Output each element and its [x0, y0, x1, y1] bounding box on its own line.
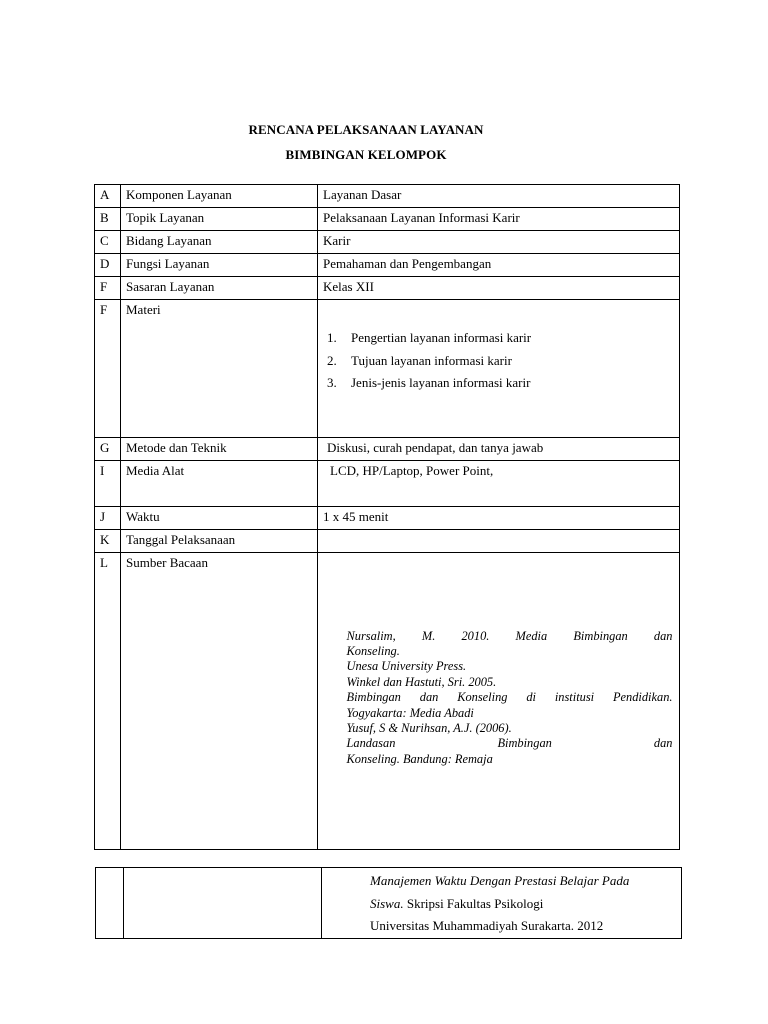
- empty-cell: [96, 868, 124, 939]
- table-row: [95, 461, 680, 507]
- row-label: Topik Layanan: [121, 208, 318, 231]
- list-text: Tujuan layanan informasi karir: [351, 352, 512, 368]
- reference-line: Bimbingan dan Konseling di institusi Pendidikan.: [346, 690, 673, 705]
- references-block: [347, 629, 673, 768]
- row-value: 1 x 45 menit: [318, 507, 680, 530]
- row-label: Waktu: [121, 507, 318, 530]
- row-label: Komponen Layanan: [121, 185, 318, 208]
- list-number: 2.: [327, 352, 337, 368]
- row-value: Pemahaman dan Pengembangan: [318, 254, 680, 277]
- row-value: Kelas XII: [318, 277, 680, 300]
- list-item: [323, 350, 674, 373]
- row-value: Diskusi, curah pendapat, dan tanya jawab: [318, 438, 680, 461]
- row-value: Pelaksanaan Layanan Informasi Karir: [318, 208, 680, 231]
- table-row: [95, 208, 680, 231]
- reference-line: Nursalim, M. 2010. Media Bimbingan dan: [346, 628, 673, 643]
- reference-line: Yogyakarta: Media Abadi: [346, 705, 474, 720]
- reference-line: Konseling. Bandung: Remaja: [346, 751, 493, 766]
- reference-line: Yusuf, S & Nurihsan, A.J. (2006).: [346, 720, 512, 735]
- table-row: [96, 868, 682, 939]
- table-row: [95, 254, 680, 277]
- table-row: [95, 277, 680, 300]
- list-item: [323, 327, 674, 350]
- table-row-sumber: [95, 553, 680, 850]
- row-code: F: [95, 300, 121, 438]
- table-row: [95, 507, 680, 530]
- continuation-cell: [322, 868, 682, 939]
- row-label: Tanggal Pelaksanaan: [121, 530, 318, 553]
- reference-line: Landasan Bimbingan dan: [346, 736, 673, 751]
- row-value: Karir: [318, 231, 680, 254]
- document-title-line1: RENCANA PELAKSANAAN LAYANAN: [248, 122, 484, 137]
- row-value: LCD, HP/Laptop, Power Point,: [318, 461, 680, 507]
- continuation-line: Manajemen Waktu Dengan Prestasi Belajar Pada: [370, 873, 630, 888]
- list-item: [323, 372, 674, 395]
- reference-line: Winkel dan Hastuti, Sri. 2005.: [346, 674, 497, 689]
- row-label: Metode dan Teknik: [121, 438, 318, 461]
- row-code: B: [95, 208, 121, 231]
- materi-list: [323, 327, 674, 395]
- materi-cell: [318, 300, 680, 438]
- table-row: [95, 185, 680, 208]
- reference-line: Unesa University Press.: [346, 659, 467, 674]
- table-row-materi: [95, 300, 680, 438]
- continuation-table: [95, 867, 682, 939]
- list-text: Jenis-jenis layanan informasi karir: [351, 375, 531, 390]
- table-row: [95, 231, 680, 254]
- reference-line: Konseling.: [346, 643, 400, 658]
- references-cell: [318, 553, 680, 850]
- row-code: D: [95, 254, 121, 277]
- continuation-line: Universitas Muhammadiyah Surakarta. 2012: [370, 918, 604, 933]
- list-number: 3.: [327, 375, 337, 390]
- plan-table: [94, 184, 680, 850]
- continuation-line: Siswa. Skripsi Fakultas Psikologi: [370, 895, 544, 911]
- row-label: Bidang Layanan: [121, 231, 318, 254]
- row-label: Media Alat: [121, 461, 318, 507]
- row-label: Sumber Bacaan: [121, 553, 318, 850]
- document-title-line2: BIMBINGAN KELOMPOK: [285, 147, 447, 162]
- row-label: Fungsi Layanan: [121, 254, 318, 277]
- row-code: I: [95, 461, 121, 507]
- row-code: K: [95, 530, 121, 553]
- continuation-text: [322, 868, 681, 938]
- list-number: 1.: [327, 330, 337, 345]
- row-code: A: [95, 185, 121, 208]
- row-label: Materi: [121, 300, 318, 438]
- row-value: Layanan Dasar: [318, 185, 680, 208]
- row-value: [318, 530, 680, 553]
- list-text: Pengertian layanan informasi karir: [351, 330, 532, 345]
- row-code: G: [95, 438, 121, 461]
- table-row: [95, 530, 680, 553]
- row-code: F: [95, 277, 121, 300]
- empty-cell: [124, 868, 322, 939]
- row-code: J: [95, 507, 121, 530]
- table-row: [95, 438, 680, 461]
- row-label: Sasaran Layanan: [121, 277, 318, 300]
- row-code: C: [95, 231, 121, 254]
- row-code: L: [95, 553, 121, 850]
